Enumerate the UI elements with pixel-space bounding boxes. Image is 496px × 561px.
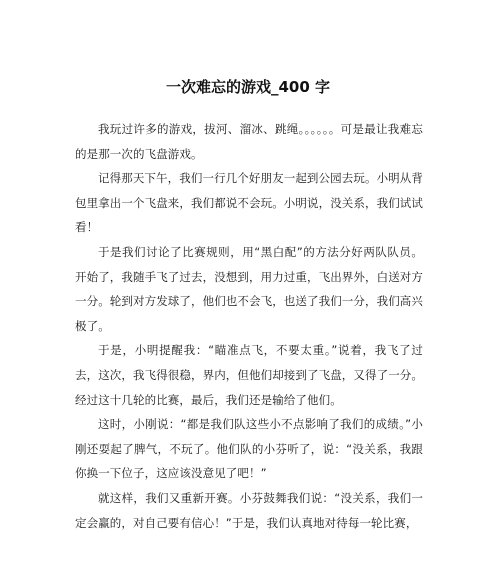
paragraph: 记得那天下午，我们一行几个好朋友一起到公园去玩。小明从背包里拿出一个飞盘来，我们都说不会玩。小明说，没关系，我们试试看！ [75, 171, 423, 235]
document-title: 一次难忘的游戏_400 字 [165, 78, 331, 96]
paragraph: 这时，小刚说：“都是我们队这些小不点影响了我们的成绩。”小刚还耍起了脾气，不玩了。他们队的小芬听了，说：“没关系，我跟你换一下位子，这应该没意见了吧！” [75, 417, 423, 481]
paragraph: 于是，小明提醒我：“瞄准点飞，不要太重。”说着，我飞了过去，这次，我飞得很稳，界内，但他们却接到了飞盘，又得了一分。经过这十几轮的比赛，最后，我们还是输给了他们。 [75, 343, 423, 407]
document-body [75, 117, 423, 535]
paragraph: 我玩过许多的游戏，拔河、溜冰、跳绳。。。。。。可是最让我难忘的是那一次的飞盘游戏。 [75, 122, 423, 161]
paragraph: 就这样，我们又重新开赛。小芬鼓舞我们说：“没关系，我们一定会赢的，对自己要有信心！”于是，我们认真地对待每一轮比赛， [75, 490, 423, 530]
paragraph: 于是我们讨论了比赛规则，用“黑白配”的方法分好两队队员。开始了，我随手飞了过去，没想到，用力过重，飞出界外，白送对方一分。轮到对方发球了，他们也不会飞，也送了我们一分，我们高兴极了。 [75, 244, 423, 333]
